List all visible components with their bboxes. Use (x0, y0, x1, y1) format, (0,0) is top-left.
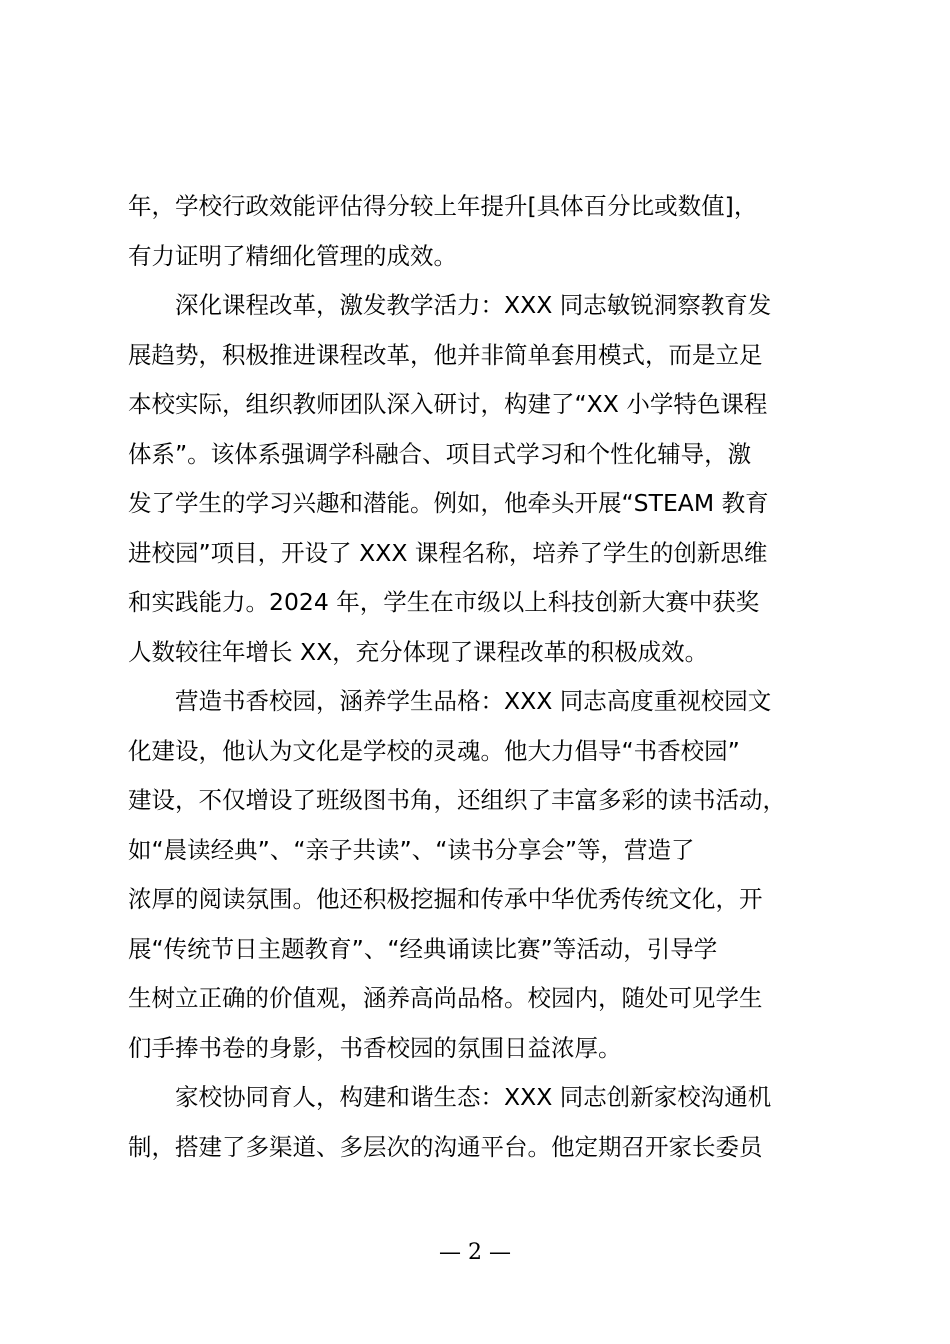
page-number: — 2 — (439, 1240, 511, 1265)
text-line: 有力证明了精细化管理的成效。 (128, 241, 457, 270)
body-text (128, 182, 848, 1172)
text-line: 进校园”项目，开设了 XXX 课程名称，培养了学生的创新思维 (128, 538, 768, 567)
paragraph-start-line: 营造书香校园，涵养学生品格：XXX 同志高度重视校园文 (175, 687, 772, 715)
text-line: 化建设，他认为文化是学校的灵魂。他大力倡导“书香校园” (128, 736, 740, 765)
text-line: 们手捧书卷的身影，书香校园的氛围日益浓厚。 (128, 1033, 622, 1062)
text-line: 发了学生的学习兴趣和潜能。例如，他牵头开展“STEAM 教育 (128, 489, 769, 517)
text-line: 浓厚的阅读氛围。他还积极挖掘和传承中华优秀传统文化，开 (128, 885, 763, 913)
text-line: 生树立正确的价值观，涵养高尚品格。校园内，随处可见学生 (128, 984, 763, 1012)
text-line: 人数较往年增长 XX，充分体现了课程改革的积极成效。 (128, 637, 709, 666)
text-line: 年，学校行政效能评估得分较上年提升[具体百分比或数值]， (128, 192, 758, 220)
text-line: 体系”。该体系强调学科融合、项目式学习和个性化辅导，激 (128, 439, 752, 468)
paragraph-start-line: 深化课程改革，激发教学活力：XXX 同志敏锐洞察教育发 (175, 291, 772, 319)
text-line: 制，搭建了多渠道、多层次的沟通平台。他定期召开家长委员 (128, 1132, 763, 1161)
text-line: 展趋势，积极推进课程改革，他并非简单套用模式，而是立足 (128, 340, 763, 369)
text-line: 建设，不仅增设了班级图书角，还组织了丰富多彩的读书活动， (128, 786, 786, 814)
text-line: 展“传统节日主题教育”、“经典诵读比赛”等活动，引导学 (128, 934, 718, 963)
text-line: 本校实际，组织教师团队深入研讨，构建了“XX 小学特色课程 (128, 390, 768, 418)
text-line: 和实践能力。2024 年，学生在市级以上科技创新大赛中获奖 (128, 588, 760, 616)
text-line: 如“晨读经典”、“亲子共读”、“读书分享会”等，营造了 (128, 835, 695, 864)
paragraph-start-line: 家校协同育人，构建和谐生态：XXX 同志创新家校沟通机 (175, 1083, 772, 1111)
